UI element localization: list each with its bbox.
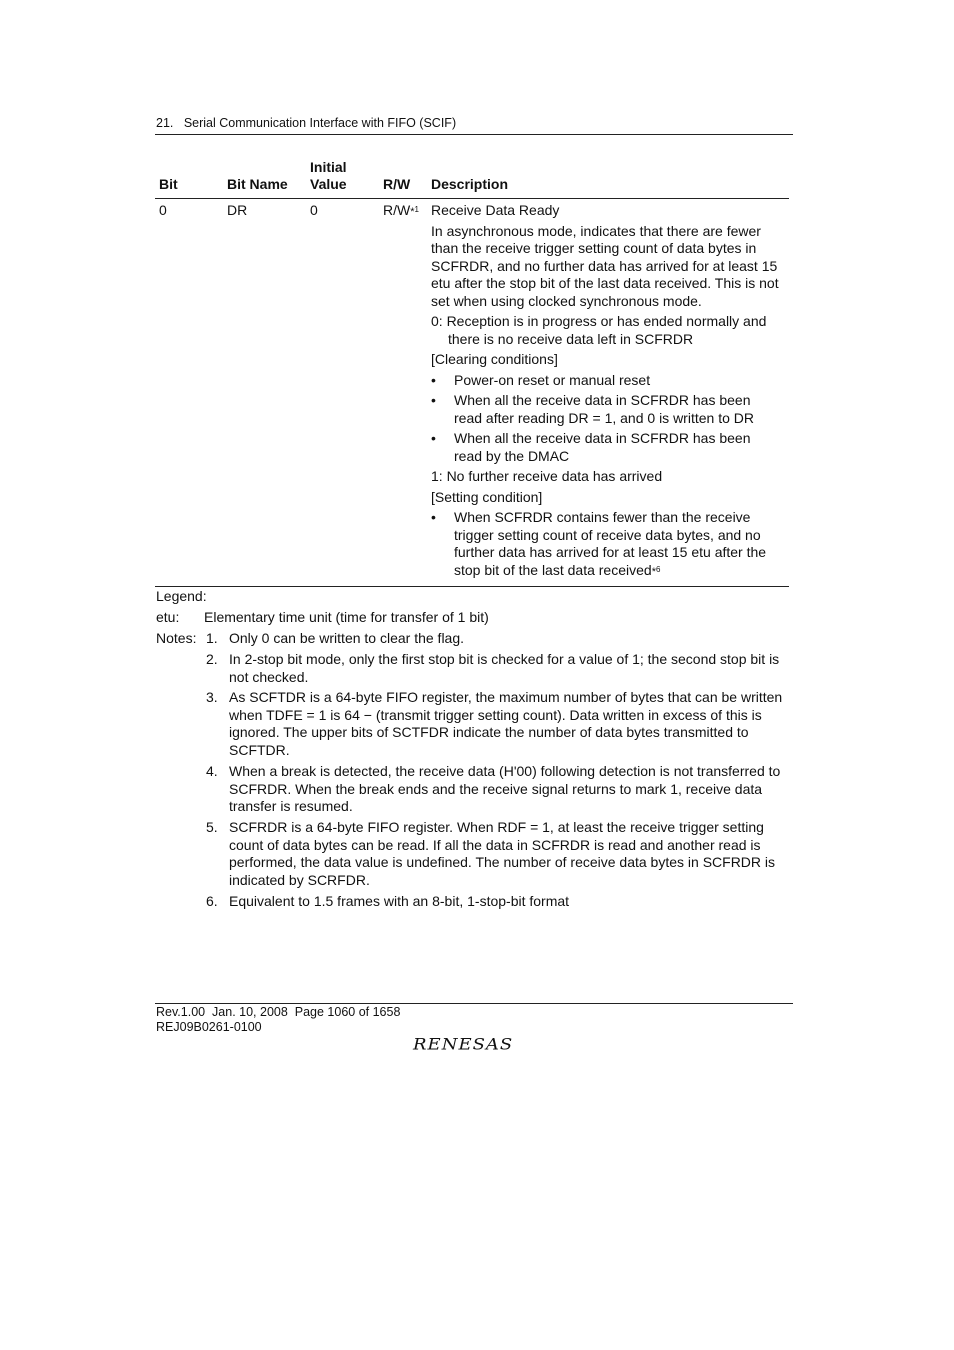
desc-zero: 0: Reception is in progress or has ended normally and there is no receive data left in SCFRDR (431, 313, 767, 347)
desc-one: 1: No further receive data has arrived (431, 468, 663, 484)
note-item (206, 819, 796, 889)
section-title: Serial Communication Interface with FIFO (SCIF) (183, 116, 457, 130)
footer-doc-code: REJ09B0261-0100 (156, 1020, 262, 1034)
note-text: Only 0 can be written to clear the flag. (229, 630, 465, 646)
note-item (206, 689, 796, 759)
note-text: Equivalent to 1.5 frames with an 8-bit, 1-stop-bit format (229, 893, 570, 909)
cell-rw (383, 202, 419, 222)
col-rw: R/W (383, 176, 411, 192)
table-header-rule (155, 198, 789, 199)
note-text: SCFRDR is a 64-byte FIFO register. When RDF = 1, at least the receive trigger setting count of data bytes can be read. If all the data in SCFRDR is read and another read is performed, the data value is undefined. The number of receive data bytes in SCFRDR is indicated by SCRFDR. (229, 819, 776, 888)
cell-initial-value: 0 (310, 202, 318, 218)
clearing-item-text: When all the receive data in SCFRDR has been read after reading DR = 1, and 0 is written to DR (454, 392, 754, 426)
note-number: 6. (206, 893, 218, 909)
rw-asterisk: * (410, 206, 415, 218)
legend-label: Legend: (156, 588, 207, 604)
col-bit: Bit (159, 176, 178, 192)
note-number: 2. (206, 651, 218, 667)
note-item (206, 893, 796, 911)
legend-term: etu: (156, 609, 180, 625)
cell-bit-name: DR (227, 202, 248, 218)
clearing-item (431, 372, 789, 390)
footer-revision: Rev.1.00 Jan. 10, 2008 Page 1060 of 1658 (156, 1005, 401, 1019)
clearing-item (431, 430, 770, 465)
bullet-icon: • (431, 430, 436, 446)
desc-paragraph: In asynchronous mode, indicates that there are fewer than the receive trigger setting count of data bytes in SCFRDR, and no further data has arrived for at least 15 etu after the stop bit of the last data received. This is not set when using clocked synchronous mode. (431, 222, 779, 309)
table-bottom-rule (155, 586, 789, 587)
col-initial-line1: Initial (310, 159, 347, 175)
setting-asterisk: * (651, 565, 656, 578)
bullet-icon: • (431, 509, 436, 525)
clearing-item (431, 392, 770, 427)
col-initial-value (310, 159, 347, 193)
note-number: 4. (206, 763, 218, 779)
col-description: Description (431, 176, 509, 192)
note-number: 1. (206, 630, 218, 646)
note-text: In 2-stop bit mode, only the first stop bit is checked for a value of 1; the second stop bit is not checked. (229, 651, 780, 685)
rw-note-ref: 1 (414, 205, 419, 214)
clearing-item-text: Power-on reset or manual reset (454, 371, 651, 388)
rw-text: R/W (383, 202, 411, 218)
setting-note-ref: 6 (655, 564, 661, 574)
col-bit-name: Bit Name (227, 176, 288, 192)
setting-item (431, 509, 780, 581)
note-item (206, 651, 796, 686)
note-number: 5. (206, 819, 218, 835)
bullet-icon: • (431, 371, 436, 388)
clearing-item-text: When all the receive data in SCFRDR has been read by the DMAC (454, 430, 751, 464)
note-number: 3. (206, 689, 218, 705)
header-rule (155, 134, 793, 135)
cell-bit: 0 (159, 202, 167, 218)
renesas-logo-text: RENESAS (413, 1035, 514, 1054)
note-item (206, 630, 796, 648)
chapter-number: 21. (156, 116, 174, 130)
footer-rule (155, 1003, 793, 1004)
note-item (206, 763, 796, 816)
renesas-logo (413, 1034, 533, 1056)
col-initial-line2: Value (310, 176, 347, 192)
setting-heading: [Setting condition] (431, 488, 543, 505)
notes-label: Notes: (156, 630, 197, 646)
setting-item-text: When SCFRDR contains fewer than the receive trigger setting count of receive data bytes, and no further data has arrived for at least 15 etu after the stop bit of the last data received (454, 509, 767, 578)
note-text: When a break is detected, the receive data (H'00) following detection is not transferred to SCFRDR. When the break ends and the receive signal returns to mark 1, receive data transfer is resumed. (229, 763, 781, 814)
note-text: As SCFTDR is a 64-byte FIFO register, the maximum number of bytes that can be written when TDFE = 1 is 64 − (transmit trigger setting count). Data written in excess of this is ignored. The upper bits of SCTFDR indicate the number of data bytes transmitted to SCFTDR. (229, 689, 783, 758)
clearing-heading: [Clearing conditions] (431, 351, 558, 367)
legend-definition: Elementary time unit (time for transfer of 1 bit) (204, 609, 489, 625)
bullet-icon: • (431, 392, 436, 408)
running-header (156, 115, 456, 131)
desc-title: Receive Data Ready (431, 202, 560, 218)
cell-description (431, 202, 789, 581)
